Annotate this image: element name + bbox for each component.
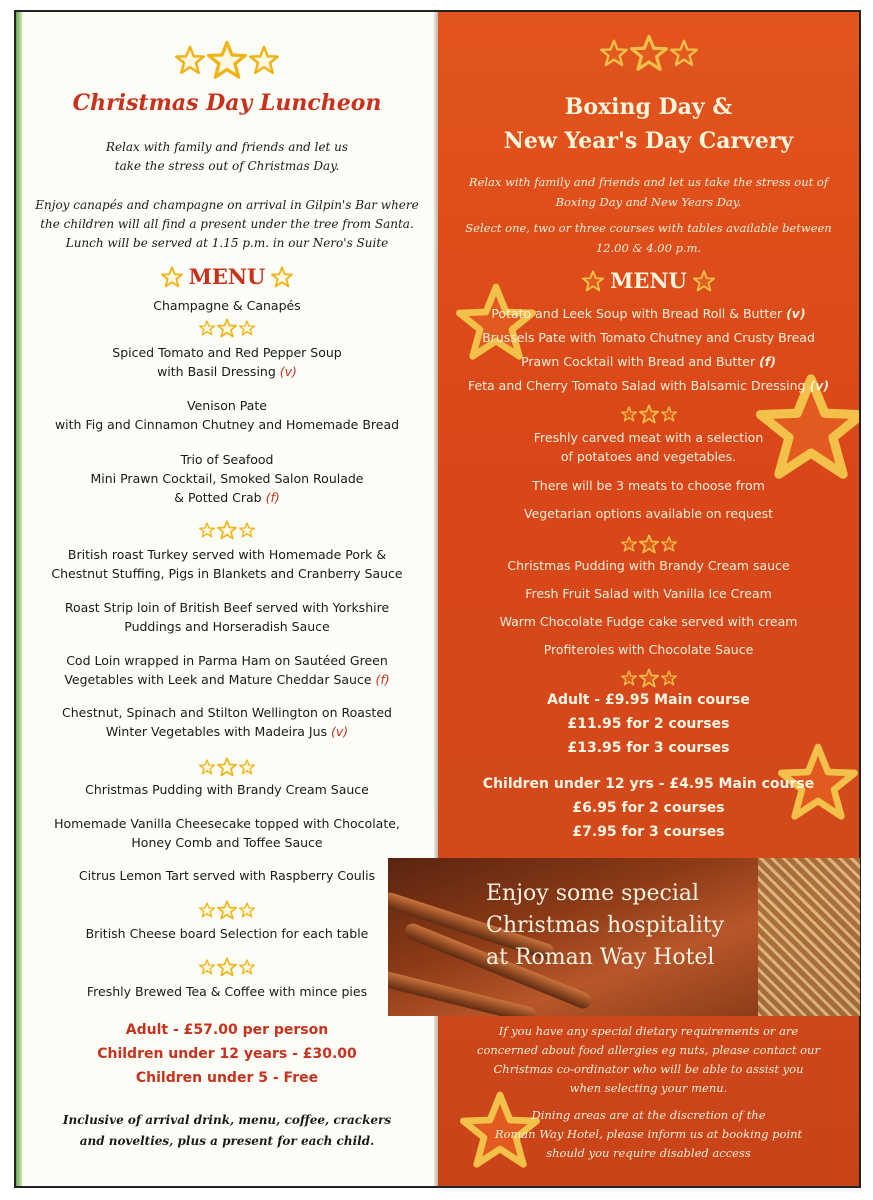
menu-item: Citrus Lemon Tart served with Raspberry Coulis <box>78 868 376 883</box>
divider-stars <box>438 404 859 424</box>
child-pricing: Children under 12 yrs - £4.95 Main course £6.95 for 2 courses £7.95 for 3 courses <box>482 776 815 840</box>
intro-text: Relax with family and friends and let us take the stress out of Boxing Day and New Years Day. <box>468 175 829 209</box>
title-stars <box>438 34 859 72</box>
intro-details: Enjoy canapés and champagne on arrival in Gilpin's Bar where the children will all find a present under the tree from Santa. Lunch will be served at 1.15 p.m. in our Nero's Suite <box>35 198 419 250</box>
star-icon <box>582 270 604 292</box>
menu-heading: MENU <box>32 264 422 289</box>
star-icon <box>693 270 715 292</box>
menu-item: British roast Turkey served with Homemade Pork & Chestnut Stuffing, Pigs in Blankets and Cranberry Sauce <box>51 547 403 581</box>
star-icon <box>271 266 293 288</box>
starters: Potato and Leek Soup with Bread Roll & Butter (v) Brussels Pate with Tomato Chutney and Crusty Bread Prawn Cocktail with Bread and Butter (f) Feta and Cherry Tomato Salad with Balsamic Dressing (v) <box>467 306 830 393</box>
divider-stars <box>32 318 422 338</box>
star-icon <box>670 39 698 67</box>
divider-stars <box>32 957 422 977</box>
green-edge <box>16 12 22 1186</box>
star-icon <box>175 45 205 75</box>
title-stars <box>32 40 422 80</box>
page-border-bottom <box>14 1186 861 1188</box>
menu-item: Roast Strip loin of British Beef served with Yorkshire Puddings and Horseradish Sauce <box>64 600 390 634</box>
menu-item: Chestnut, Spinach and Stilton Wellington on Roasted Winter Vegetables with Madeira Jus (v) <box>62 705 392 739</box>
main-note: Vegetarian options available on request <box>523 506 774 521</box>
divider-stars <box>32 520 422 540</box>
divider-stars <box>32 900 422 920</box>
pricing: Adult - £57.00 per person Children under 12 years - £30.00 Children under 5 - Free <box>97 1022 357 1086</box>
divider-stars <box>32 757 422 777</box>
star-icon <box>630 34 668 72</box>
star-icon <box>199 320 215 336</box>
star-icon <box>621 406 637 422</box>
menu-item: Spiced Tomato and Red Pepper Soup with Basil Dressing (v) <box>112 345 342 379</box>
intro-text: Relax with family and friends and let us take the stress out of Christmas Day. <box>105 140 349 173</box>
star-icon <box>239 759 255 775</box>
desserts: Christmas Pudding with Brandy Cream sauce Fresh Fruit Salad with Vanilla Ice Cream Warm Chocolate Fudge cake served with cream Profiteroles with Chocolate Sauce <box>499 558 798 657</box>
promo-text: Enjoy some special Christmas hospitality at Roman Way Hotel <box>486 881 725 970</box>
star-icon <box>207 40 247 80</box>
star-icon <box>621 536 637 552</box>
star-icon <box>217 520 237 540</box>
dietary-note: If you have any special dietary requirements or are concerned about food allergies eg nuts, please contact our Christmas co-ordinator who will be able to assist you when selecting your menu. <box>477 1024 820 1095</box>
star-icon <box>217 957 237 977</box>
main-course: Freshly carved meat with a selection of potatoes and vegetables. <box>533 430 764 464</box>
intro-details: Select one, two or three courses with tables available between 12.00 & 4.00 p.m. <box>465 221 832 255</box>
menu-item: Cod Loin wrapped in Parma Ham on Sautéed Green Vegetables with Leek and Mature Cheddar Sauce (f) <box>64 653 390 687</box>
star-icon <box>217 318 237 338</box>
star-icon <box>661 670 677 686</box>
star-icon <box>217 757 237 777</box>
star-icon <box>217 900 237 920</box>
star-icon <box>249 45 279 75</box>
divider-stars <box>438 668 859 688</box>
menu-item: Christmas Pudding with Brandy Cream Sauce <box>85 782 369 797</box>
star-icon <box>639 534 659 554</box>
promo-photo-banner <box>388 858 860 1016</box>
star-icon <box>639 404 659 424</box>
menu-item: Homemade Vanilla Cheesecake topped with Chocolate, Honey Comb and Toffee Sauce <box>54 816 400 850</box>
menu-heading: MENU <box>438 268 859 293</box>
page-title: Boxing Day & New Year's Day Carvery <box>503 94 794 154</box>
star-icon <box>639 668 659 688</box>
star-icon <box>600 39 628 67</box>
star-icon <box>239 959 255 975</box>
christmas-day-panel <box>16 12 438 1186</box>
star-icon <box>199 759 215 775</box>
page-title: Christmas Day Luncheon <box>72 90 382 116</box>
star-icon <box>199 902 215 918</box>
star-icon <box>621 670 637 686</box>
star-icon <box>661 406 677 422</box>
divider-stars <box>438 534 859 554</box>
star-icon <box>161 266 183 288</box>
adult-pricing: Adult - £9.95 Main course £11.95 for 2 courses £13.95 for 3 courses <box>547 692 750 756</box>
star-icon <box>199 959 215 975</box>
star-icon <box>239 902 255 918</box>
star-icon <box>661 536 677 552</box>
inclusions-note: Inclusive of arrival drink, menu, coffee, crackers and novelties, plus a present for each child. <box>62 1113 392 1148</box>
star-icon <box>239 320 255 336</box>
star-icon <box>239 522 255 538</box>
menu-item: Freshly Brewed Tea & Coffee with mince pies <box>86 984 368 999</box>
menu-item: Champagne & Canapés <box>153 298 301 313</box>
menu-item: Trio of Seafood Mini Prawn Cocktail, Smoked Salon Roulade & Potted Crab (f) <box>90 452 364 505</box>
menu-item: British Cheese board Selection for each table <box>85 926 369 941</box>
main-note: There will be 3 meats to choose from <box>532 478 765 493</box>
menu-item: Venison Pate with Fig and Cinnamon Chutney and Homemade Bread <box>54 398 400 432</box>
star-icon <box>199 522 215 538</box>
access-note: Dining areas are at the discretion of the Roman Way Hotel, please inform us at booking point should you require disabled access <box>494 1108 803 1160</box>
